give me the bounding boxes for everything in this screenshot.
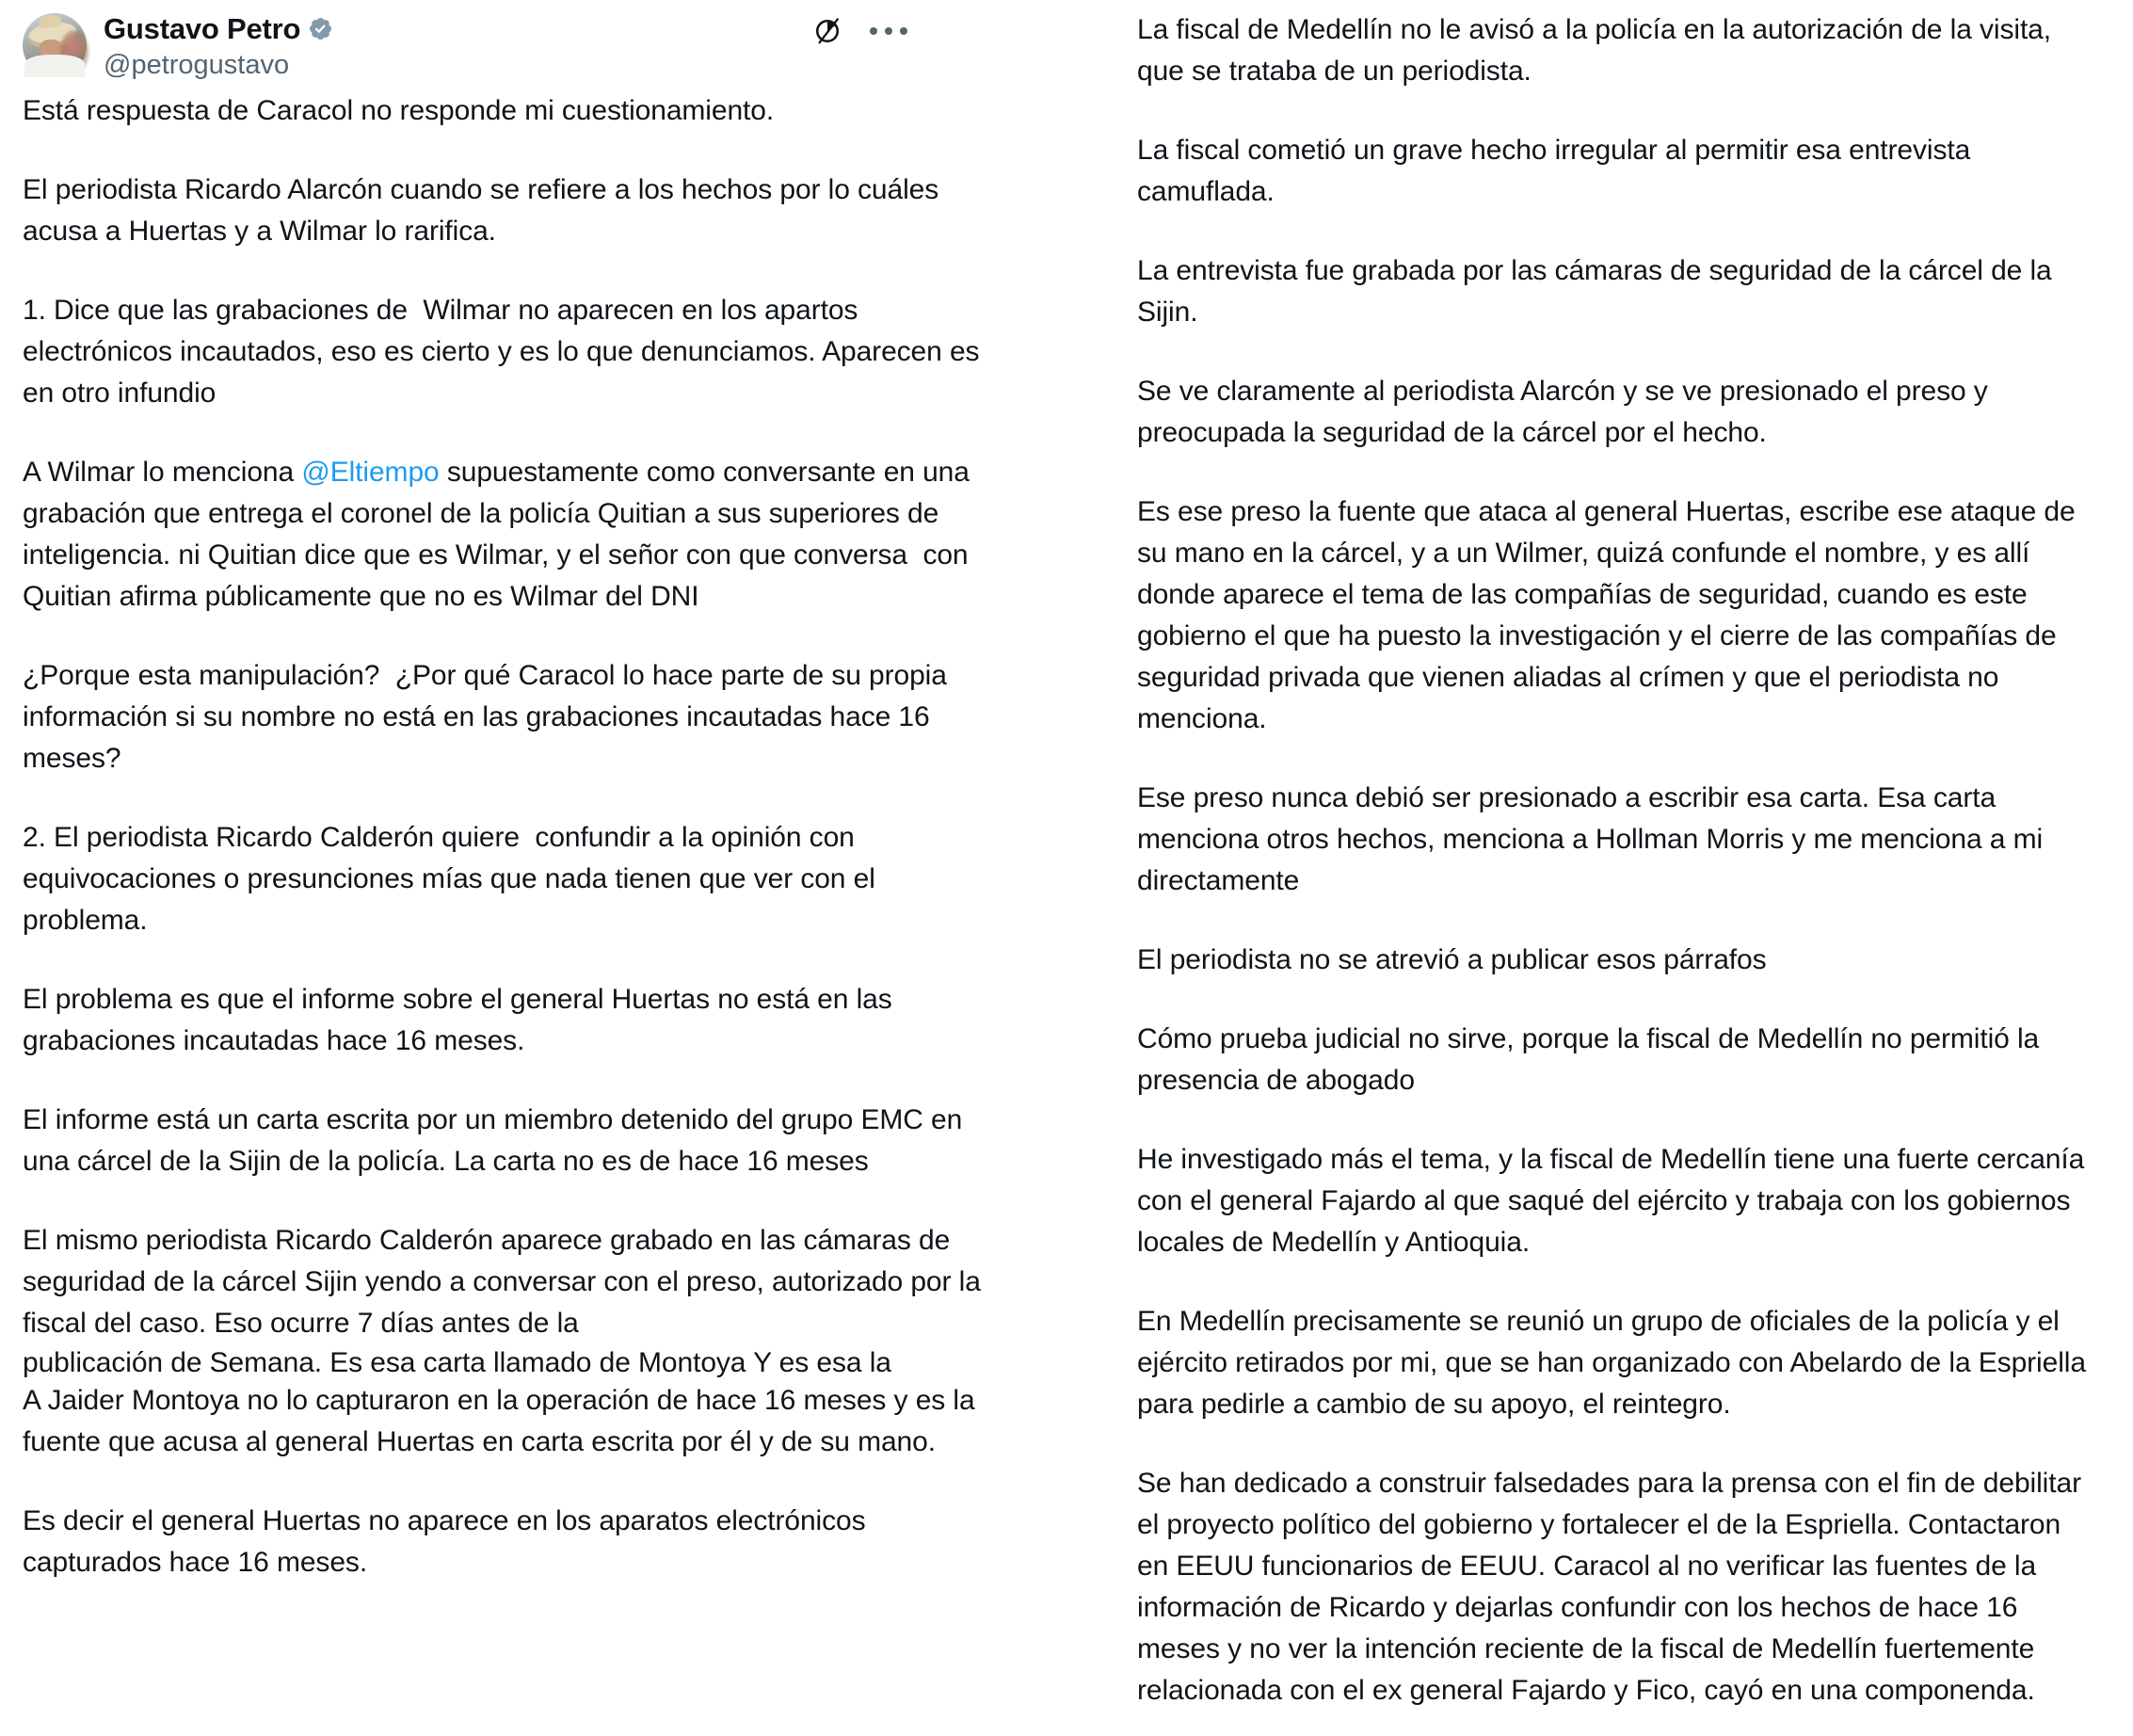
paragraph: 1. Dice que las grabaciones de Wilmar no aparecen en los apartos electrónicos incautados, eso es cierto y es lo que denunciamos. Aparecen es en otro infundio <box>23 295 987 409</box>
paragraph: ¿Porque esta manipulación? ¿Por qué Caracol lo hace parte de su propia información si su nombre no está en las grabaciones incautadas hace 16 meses? <box>23 660 955 774</box>
top-spacer <box>1137 0 2095 9</box>
paragraph: La fiscal de Medellín no le avisó a la policía en la autorización de la visita, que se trataba de un periodista. <box>1137 14 2060 87</box>
paragraph: El periodista no se atrevió a publicar esos párrafos <box>1137 944 1767 975</box>
avatar[interactable] <box>23 13 87 77</box>
author-identity <box>104 13 333 79</box>
more-dot <box>885 27 892 35</box>
clipped-line <box>23 1342 998 1378</box>
paragraph: Es ese preso la fuente que ataca al general Huertas, escribe ese ataque de su mano en la cárcel, y a un Wilmer, quizá confunde el nombre, y es allí donde aparece el tema de las compañías de seguridad, cuando es este gobierno el que ha puesto la investigación y el cierre de las compañías de seguridad privada que vienen aliadas al crímen y que el periodista no menciona. <box>1137 496 2083 734</box>
clipped-line-text: publicación de Semana. Es esa carta llamado de Montoya Y es esa la <box>23 1347 891 1378</box>
more-options-icon[interactable] <box>870 15 907 47</box>
paragraph: Cómo prueba judicial no sirve, porque la fiscal de Medellín no permitió la presencia de abogado <box>1137 1023 2047 1096</box>
post-header-actions <box>811 15 907 47</box>
author-handle[interactable]: @petrogustavo <box>104 50 290 80</box>
paragraph: La fiscal cometió un grave hecho irregular al permitir esa entrevista camuflada. <box>1137 135 1979 207</box>
more-dot <box>900 27 907 35</box>
paragraph: El periodista Ricardo Alarcón cuando se refiere a los hechos por lo cuáles acusa a Huertas y a Wilmar lo rarifica. <box>23 174 947 247</box>
grok-icon[interactable] <box>811 15 843 47</box>
paragraph: He investigado más el tema, y la fiscal de Medellín tiene una fuerte cercanía con el general Fajardo al que saqué del ejército y trabaja con los gobiernos locales de Medellín y Antioquia. <box>1137 1144 2093 1258</box>
paragraph: Se ve claramente al periodista Alarcón y se ve presionado el preso y preocupada la seguridad de la cárcel por el hecho. <box>1137 376 1996 448</box>
verified-badge-icon[interactable] <box>308 16 333 41</box>
author-name-row <box>104 14 333 43</box>
paragraph: La entrevista fue grabada por las cámaras de seguridad de la cárcel de la Sijin. <box>1137 255 2060 328</box>
paragraph: Está respuesta de Caracol no responde mi cuestionamiento. <box>23 95 775 126</box>
paragraph: 2. El periodista Ricardo Calderón quiere confundir a la opinión con equivocaciones o presunciones mías que nada tienen que ver con el problema. <box>23 822 884 936</box>
paragraph: El informe está un carta escrita por un miembro detenido del grupo EMC en una cárcel de la Sijin de la policía. La carta no es de hace 16 meses <box>23 1104 970 1177</box>
mention-text-after: supuestamente como conversante en una grabación que entrega el coronel de la policía Quitian a sus superiores de inteligencia. ni Quitian dice que es Wilmar, y el señor con que conversa con Quitian afirma públicamente que no es Wilmar del DNI <box>23 457 978 612</box>
right-column <box>1120 0 2133 1736</box>
paragraph-with-mention <box>23 452 998 618</box>
mention-link-eltiempo[interactable]: @Eltiempo <box>301 457 440 488</box>
post-header <box>23 0 998 90</box>
paragraph: En Medellín precisamente se reunió un grupo de oficiales de la policía y el ejército retirados por mi, que se han organizado con Abelardo de la Espriella para pedirle a cambio de su apoyo, el reintegro. <box>1137 1306 2094 1420</box>
post-text-right <box>1137 9 2095 1712</box>
paragraph: El mismo periodista Ricardo Calderón aparece grabado en las cámaras de seguridad de la cárcel Sijin yendo a conversar con el preso, autorizado por la fiscal del caso. Eso ocurre 7 días antes de la <box>23 1225 989 1339</box>
paragraph: A Jaider Montoya no lo capturaron en la operación de hace 16 meses y es la fuente que acusa al general Huertas en carta escrita por él y de su mano. <box>23 1385 983 1457</box>
avatar-body <box>24 55 85 77</box>
mention-text-before: A Wilmar lo menciona <box>23 457 302 488</box>
paragraph: Ese preso nunca debió ser presionado a escribir esa carta. Esa carta menciona otros hechos, menciona a Hollman Morris y me menciona a mi directamente <box>1137 782 2051 896</box>
author-display-name[interactable]: Gustavo Petro <box>104 12 301 45</box>
paragraph: El problema es que el informe sobre el general Huertas no está en las grabaciones incautadas hace 16 meses. <box>23 984 900 1056</box>
post-text-left <box>23 90 998 1583</box>
paragraph: Se han dedicado a construir falsedades para la prensa con el fin de debilitar el proyecto político del gobierno y fortalecer el de la Espriella. Contactaron en EEUU funcionarios de EEUU. Caracol al no verificar las fuentes de la información de Ricardo y dejarlas confundir con los hechos de hace 16 meses y no ver la intención reciente de la fiscal de Medellín fuertemente relacionada con el ex general Fajardo y Fico, cayó en una componenda. <box>1137 1468 2090 1706</box>
more-dot <box>870 27 877 35</box>
paragraph: Es decir el general Huertas no aparece en los aparatos electrónicos capturados hace 16 meses. <box>23 1505 874 1578</box>
